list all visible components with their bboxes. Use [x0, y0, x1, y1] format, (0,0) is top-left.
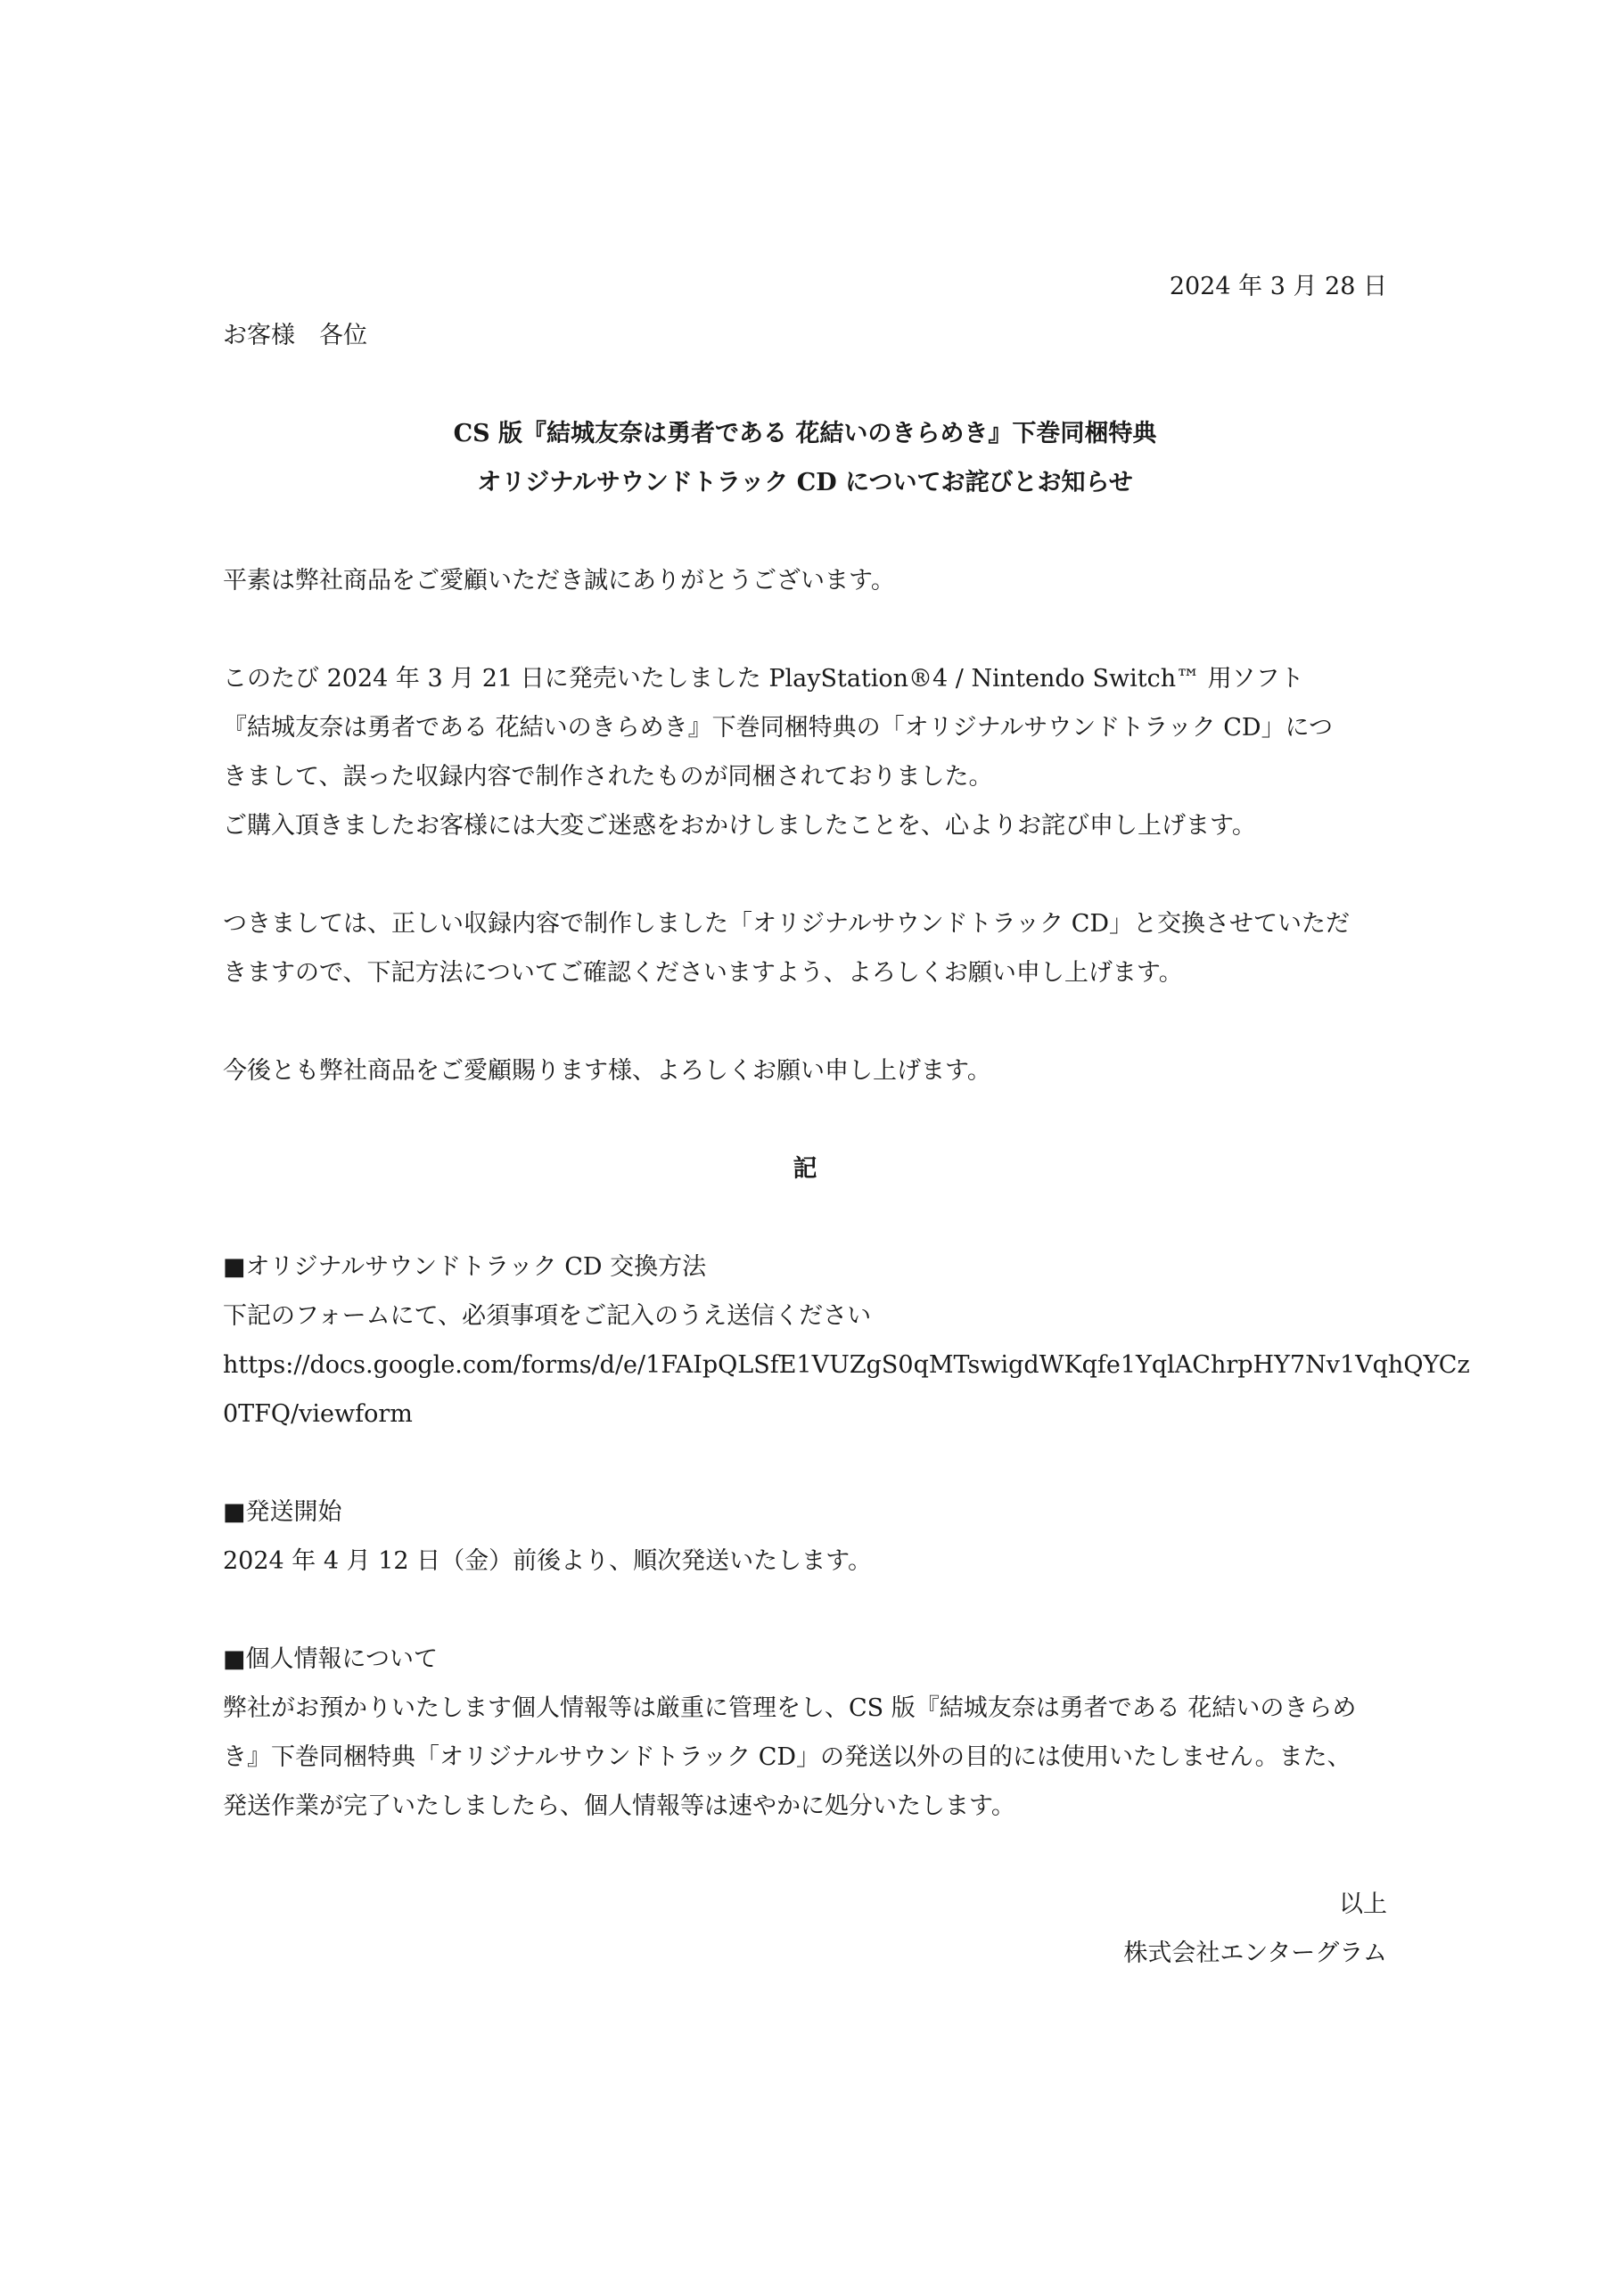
privacy-line: 弊社がお預かりいたします個人情報等は厳重に管理をし、CS 版『結城友奈は勇者である 花結いのきらめ [223, 1694, 1357, 1722]
ki-heading: 記 [793, 1155, 817, 1183]
notice-title-line2: オリジナルサウンドトラック CD についてお詫びとお知らせ [477, 469, 1133, 496]
document-page [223, 0, 1470, 2296]
company-name: 株式会社エンターグラム [1123, 1939, 1387, 1967]
privacy-line: 発送作業が完了いたしましたら、個人情報等は速やかに処分いたします。 [223, 1792, 1015, 1820]
exchange-instruction: 下記のフォームにて、必須事項をご記入のうえ送信ください [223, 1302, 872, 1330]
form-url-line1[interactable]: https://docs.google.com/forms/d/e/1FAIpQLSfE1VUZgS0qMTswigdWKqfe1YqlAChrpHY7Nv1VqhQYCz [223, 1351, 1470, 1379]
shipping-heading: ■発送開始 [223, 1498, 342, 1526]
exchange-heading: ■オリジナルサウンドトラック CD 交換方法 [223, 1253, 707, 1281]
privacy-line: き』下巻同梱特典「オリジナルサウンドトラック CD」の発送以外の目的には使用いたしません。また、 [223, 1743, 1351, 1771]
addressee: お客様 各位 [223, 322, 367, 349]
paragraph1-line: このたび 2024 年 3 月 21 日に発売いたしました PlayStation®4 / Nintendo Switch™ 用ソフト [223, 665, 1304, 693]
closing-text: 以上 [1339, 1890, 1387, 1918]
paragraph2-line: きますので、下記方法についてご確認くださいますよう、よろしくお願い申し上げます。 [223, 959, 1183, 987]
shipping-text: 2024 年 4 月 12 日（金）前後より、順次発送いたします。 [223, 1547, 872, 1575]
paragraph3-text: 今後とも弊社商品をご愛顧賜ります様、よろしくお願い申し上げます。 [223, 1057, 991, 1085]
paragraph2-line: つきましては、正しい収録内容で制作しました「オリジナルサウンドトラック CD」と交換させていただ [223, 910, 1350, 938]
privacy-heading: ■個人情報について [223, 1645, 438, 1673]
document-date: 2024 年 3 月 28 日 [1169, 273, 1387, 300]
paragraph1-line: きまして、誤った収録内容で制作されたものが同梱されておりました。 [223, 763, 993, 791]
form-url-line2[interactable]: 0TFQ/viewform [223, 1400, 413, 1428]
paragraph1-line: 『結城友奈は勇者である 花結いのきらめき』下巻同梱特典の「オリジナルサウンドトラック CD」につ [223, 714, 1334, 742]
paragraph1-line: ご購入頂きましたお客様には大変ご迷惑をおかけしましたことを、心よりお詫び申し上げます。 [223, 812, 1256, 840]
greeting-text: 平素は弊社商品をご愛顧いただき誠にありがとうございます。 [223, 567, 895, 594]
notice-title-line1: CS 版『結城友奈は勇者である 花結いのきらめき』下巻同梱特典 [453, 420, 1157, 447]
